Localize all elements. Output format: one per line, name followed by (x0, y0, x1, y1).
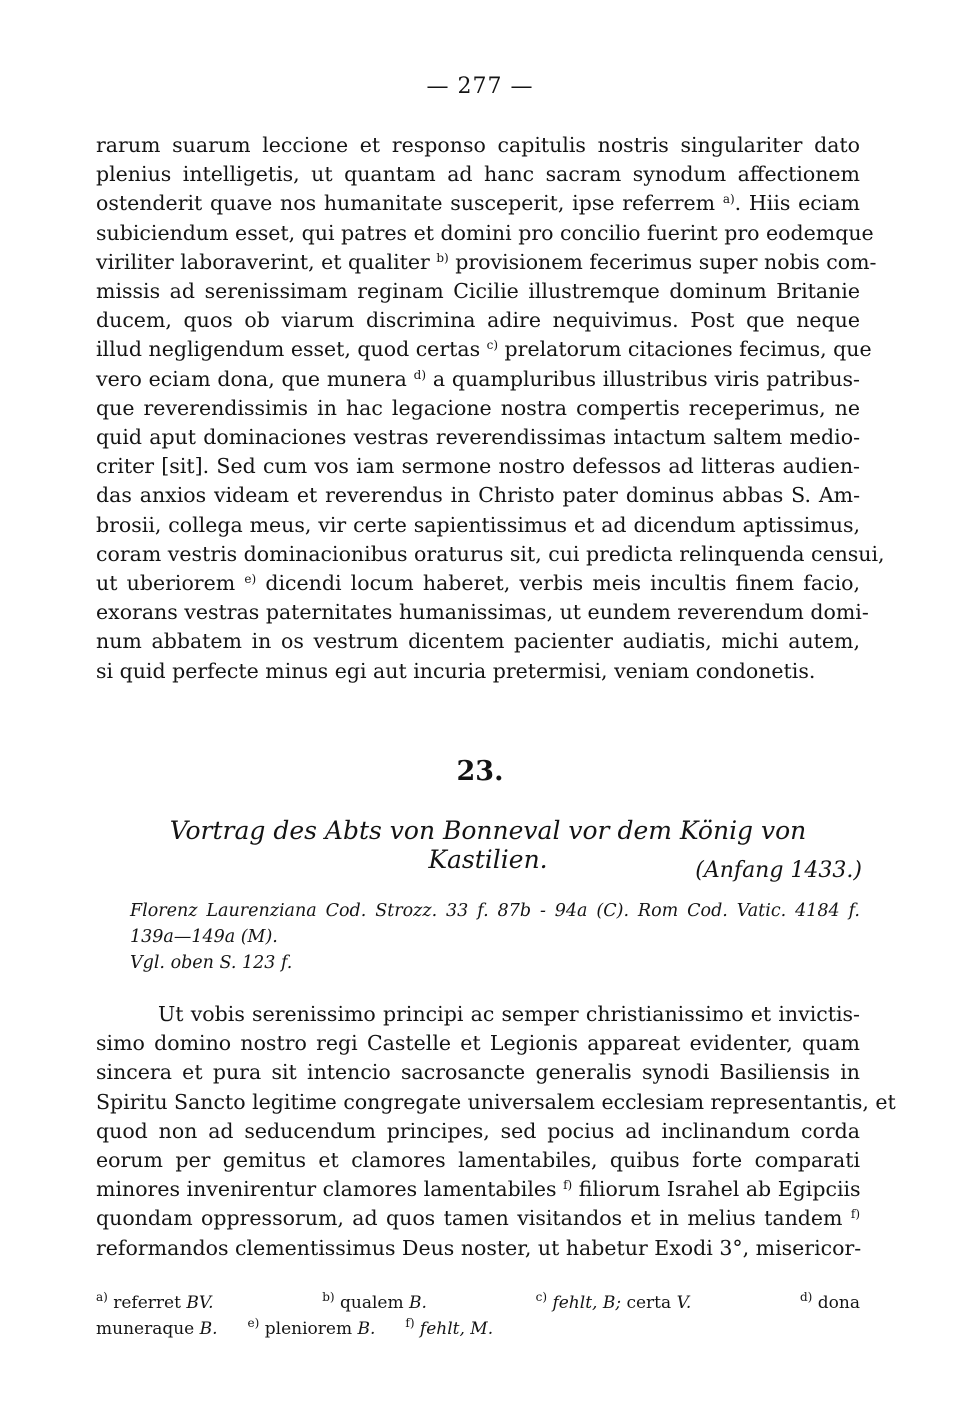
text-segment: prelatorum citaciones fecimus, que (498, 337, 872, 362)
text-segment: viriliter laboraverint, et qualiter (96, 249, 437, 274)
footnote-a: $^{a)}$ referret BV. (96, 1290, 214, 1313)
text-line (96, 248, 877, 277)
footnote-row-2 (96, 1316, 860, 1342)
text-line: quid aput dominaciones vestras reverendissimas intactum saltem medio- (96, 425, 860, 450)
text-segment: vero eciam dona, que munera (96, 366, 414, 391)
text-line: coram vestris dominacionibus oraturus sit, cui predicta relinquenda censui, (96, 541, 885, 566)
text-line: reformandos clementissimus Deus noster, ut habetur Exodi 3°, misericor- (96, 1235, 862, 1260)
text-line: brosii, collega meus, vir certe sapientissimus et ad dicendum aptissimus, (96, 512, 860, 537)
text-segment: illud negligendum esset, quod certas (96, 337, 487, 362)
footnote-d-continued: muneraque B. (96, 1319, 218, 1339)
text-line (96, 569, 860, 598)
source-references (130, 898, 860, 976)
footnote-marker: c) (486, 338, 499, 353)
page-number: — 277 — (426, 74, 534, 99)
text-line: plenius intelligetis, ut quantam ad hanc sacram synodum affectionem (96, 162, 860, 187)
text-segment: minores invenirentur clamores lamentabiles (96, 1177, 564, 1202)
text-line: sincera et pura sit intencio sacrosancte generalis synodi Basiliensis in (96, 1060, 860, 1085)
text-line (96, 189, 860, 218)
section-title: Vortrag des Abts von Bonneval vor dem König von Kastilien. (169, 816, 807, 874)
footnote-b: $^{b)}$ qualem B. (322, 1290, 427, 1313)
footnote-marker: b) (436, 250, 449, 265)
text-line: quod non ad seducendum principes, sed pocius ad inclinandum corda (96, 1118, 860, 1143)
footnotes (96, 1290, 860, 1342)
text-line: ducem, quos ob viarum discrimina adire nequivimus. Post que neque (96, 308, 860, 333)
text-segment: provisionem fecerimus super nobis com- (448, 249, 877, 274)
text-line: exorans vestras paternitates humanissimas, ut eundem reverendum domi- (96, 600, 869, 625)
text-line: que reverendissimis in hac legacione nostra compertis receperimus, ne (96, 395, 860, 420)
footnote-row-1 (96, 1290, 860, 1316)
section-number: 23. (456, 756, 504, 787)
footnote-marker: d) (413, 367, 427, 382)
text-segment: ut uberiorem (96, 571, 245, 596)
text-line (96, 365, 860, 394)
text-line (96, 1175, 860, 1204)
text-line: subiciendum esset, qui patres et domini pro concilio fuerint pro eodemque (96, 220, 874, 245)
text-segment: filiorum Israhel ab Egipciis (572, 1177, 861, 1202)
text-line: criter [sit]. Sed cum vos iam sermone nostro defessos ad litteras audien- (96, 454, 860, 479)
body-paragraph-1 (96, 131, 885, 686)
text-line: Ut vobis serenissimo principi ac semper christianissimo et invictis- (158, 1002, 860, 1026)
source-line-1: Florenz Laurenziana Cod. Strozz. 33 f. 87b - 94a (C). Rom Cod. Vatic. 4184 f. (130, 901, 860, 921)
footnote-f: $^{f)}$ fehlt, M. (405, 1316, 494, 1339)
text-line (96, 335, 872, 364)
footnote-marker: a) (722, 192, 735, 207)
footnote-marker: f) (850, 1207, 860, 1222)
text-line: missis ad serenissimam reginam Cicilie illustremque dominum Britanie (96, 279, 860, 304)
text-line: num abbatem in os vestrum dicentem pacienter audiatis, michi autem, (96, 629, 860, 654)
footnote-c: $^{c)}$ fehlt, B; certa V. (535, 1290, 692, 1313)
text-line: das anxios videam et reverendus in Christo pater dominus abbas S. Am- (96, 483, 860, 508)
source-line-2: 139a—149a (M). (130, 927, 278, 947)
text-segment: . Hiis eciam (734, 191, 860, 216)
footnote-e: $^{e)}$ pleniorem B. (247, 1316, 376, 1339)
text-segment: quondam oppressorum, ad quos tamen visitandos et in melius tandem (96, 1206, 851, 1231)
footnote-marker: e) (244, 572, 257, 587)
section-date: (Anfang 1433.) (695, 858, 862, 883)
text-line: si quid perfecte minus egi aut incuria pretermisi, veniam condonetis. (96, 658, 816, 683)
text-segment: dicendi locum haberet, verbis meis incultis finem facio, (256, 571, 860, 596)
text-line (96, 1204, 860, 1233)
text-segment: a quampluribus illustribus viris patribus- (426, 366, 860, 391)
source-line-3: Vgl. oben S. 123 f. (130, 953, 293, 973)
text-line: rarum suarum leccione et responso capitulis nostris singulariter dato (96, 133, 860, 157)
text-segment: ostenderit quave nos humanitate susceperit, ipse referrem (96, 191, 723, 216)
body-paragraph-2 (96, 1000, 896, 1263)
text-line: simo domino nostro regi Castelle et Legionis appareat evidenter, quam (96, 1031, 860, 1056)
footnote-d: $^{d)}$ dona (799, 1290, 860, 1313)
text-line: Spiritu Sancto legitime congregate universalem ecclesiam representantis, et (96, 1089, 896, 1114)
footnote-marker: f) (563, 1178, 573, 1193)
text-line: eorum per gemitus et clamores lamentabiles, quibus forte comparati (96, 1148, 860, 1173)
